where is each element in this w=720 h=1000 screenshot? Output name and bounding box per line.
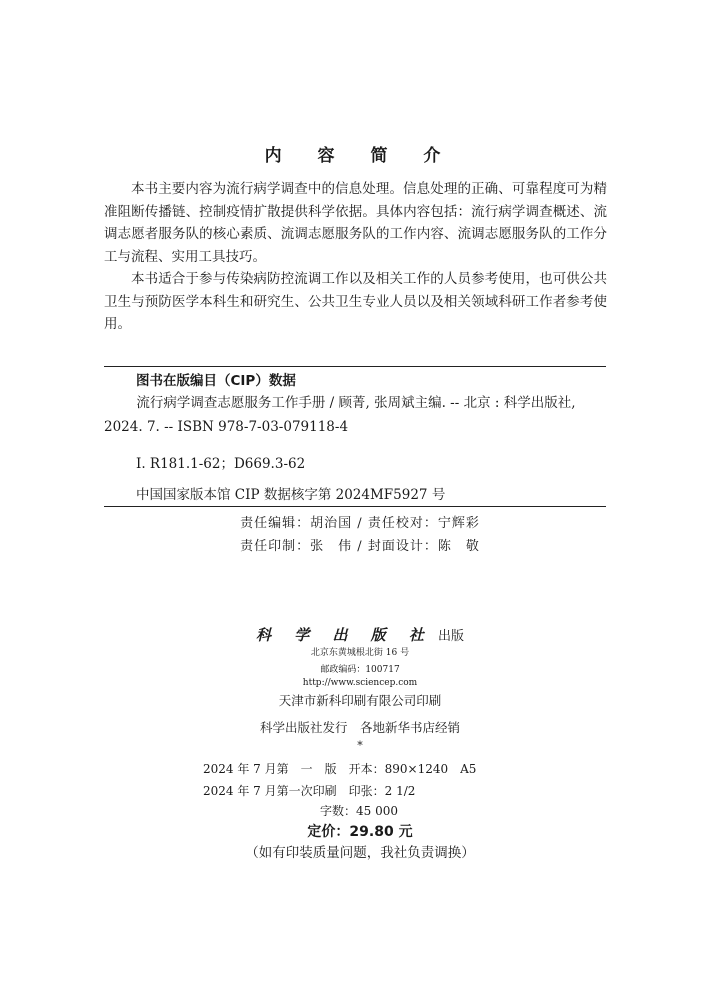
publisher-postcode: 邮政编码：100717	[320, 665, 400, 675]
cip-verification: 中国国家版本馆 CIP 数据核字第 2024MF5927 号	[136, 487, 446, 503]
cip-top-rule	[104, 366, 606, 367]
cip-record	[104, 391, 607, 439]
separator-star: *	[357, 739, 363, 752]
distribution-info: 科学出版社发行 各地新华书店经销	[259, 720, 460, 735]
quality-notice: （如有印装质量问题，我社负责调换）	[245, 845, 475, 861]
word-count: 字数：45 000	[320, 804, 398, 818]
summary-body	[104, 178, 607, 336]
editor-line: 责任印制：张 伟 / 封面设计：陈 敬	[240, 539, 480, 554]
price: 定价：29.80 元	[307, 824, 413, 840]
cip-classification: Ⅰ. R181.1-62；D669.3-62	[136, 456, 306, 472]
publisher-website: http://www.sciencep.com	[302, 678, 418, 688]
cip-record-text: 流行病学调查志愿服务工作手册 / 顾菁, 张周斌主编. -- 北京 : 科学出版社, 2024. 7. -- ISBN 978-7-03-079118-4	[104, 395, 576, 435]
printing-info: 2024 年 7 月第一次印刷 印张：2 1/2	[203, 784, 416, 798]
summary-paragraph: 本书适合于参与传染病防控流调工作以及相关工作的人员参考使用，也可供公共卫生与预防医学本科生和研究生、公共卫生专业人员以及相关领域科研工作者参考使用。	[104, 271, 607, 332]
editor-credits	[0, 512, 720, 558]
summary-paragraph: 本书主要内容为流行病学调查中的信息处理。信息处理的正确、可靠程度可为精准阻断传播链、控制疫情扩散提供科学依据。具体内容包括：流行病学调查概述、流调志愿者服务队的核心素质、流调志愿服务队的工作内容、流调志愿服务队的工作分工与流程、实用工具技巧。	[104, 181, 607, 265]
editor-line: 责任编辑：胡治国 / 责任校对：宁辉彩	[240, 516, 480, 531]
edition-info: 2024 年 7 月第 一 版 开本：890×1240 A5	[203, 762, 477, 776]
cip-heading: 图书在版编目（CIP）数据	[136, 373, 296, 389]
summary-title: 内 容 简 介	[264, 146, 456, 166]
publisher-logo-name: 科 学 出 版 社	[256, 626, 433, 644]
publisher-line	[0, 624, 720, 645]
publisher-suffix: 出版	[437, 629, 464, 644]
publisher-address: 北京东黄城根北街 16 号	[310, 648, 410, 658]
cip-bottom-rule	[104, 506, 606, 507]
printer-info: 天津市新科印刷有限公司印刷	[278, 693, 442, 708]
